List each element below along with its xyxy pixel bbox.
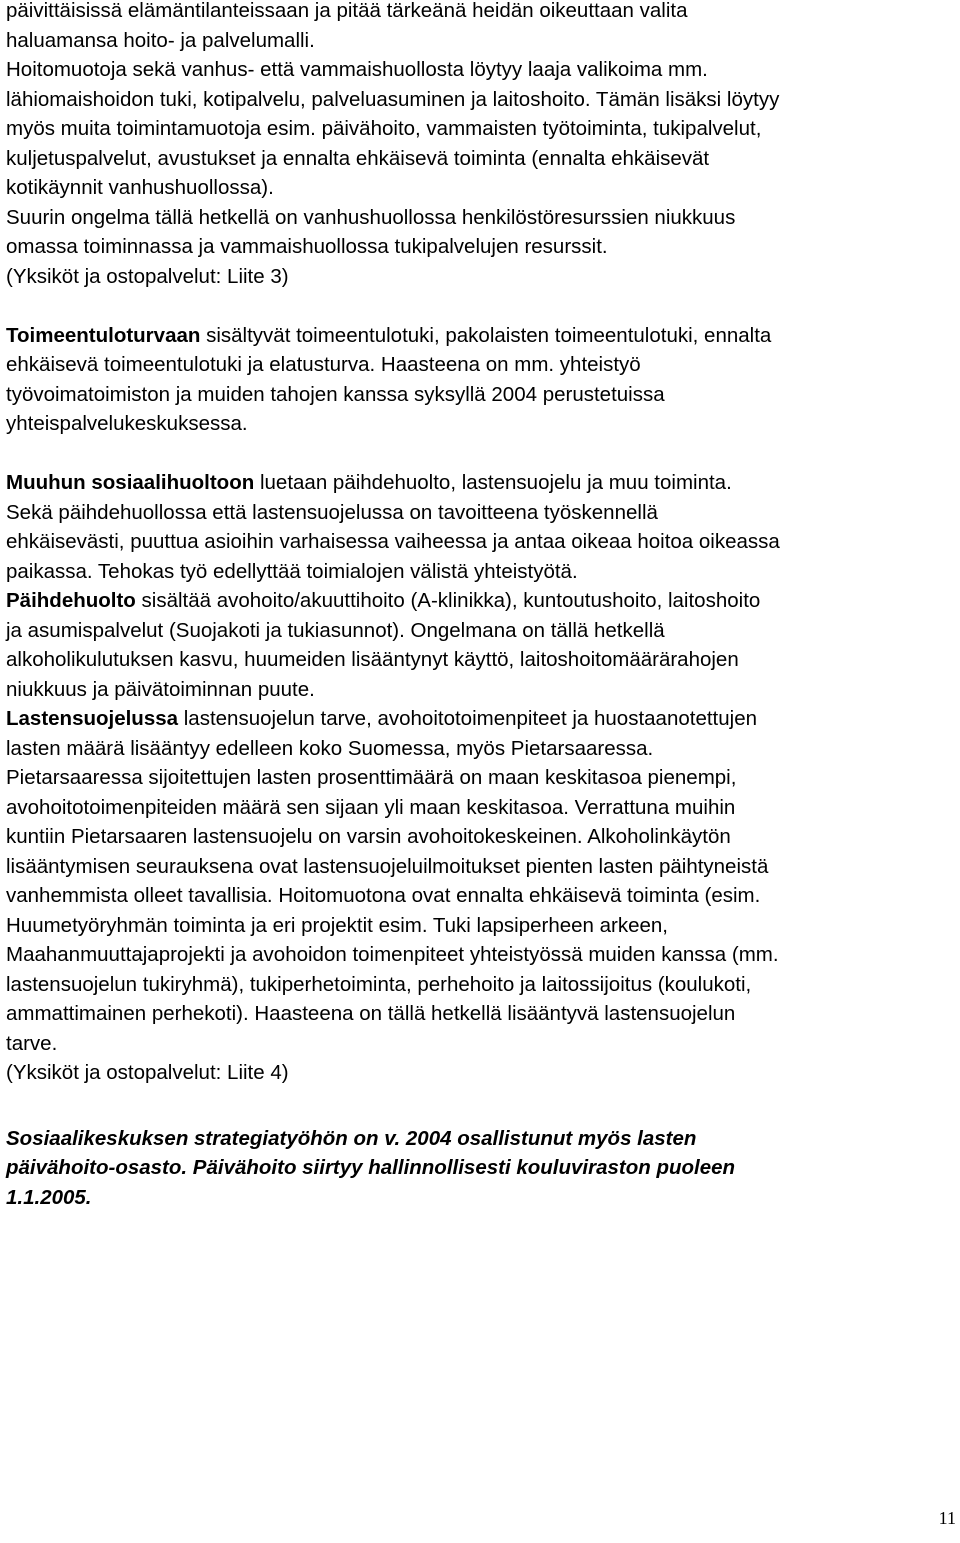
income-support-section — [6, 321, 956, 439]
paragraph-gap — [6, 439, 956, 469]
text-line: omassa toiminnassa ja vammaishuollossa tukipalvelujen resurssit. — [6, 235, 608, 258]
text-line: Huumetyöryhmän toiminta ja eri projektit esim. Tuki lapsiperheen arkeen, — [6, 913, 668, 937]
appendix-reference: (Yksiköt ja ostopalvelut: Liite 3) — [6, 264, 289, 288]
paragraph-gap — [6, 1088, 956, 1124]
text-line: paikassa. Tehokas työ edellyttää toimialojen välistä yhteistyötä. — [6, 559, 578, 583]
text-line: vanhemmista olleet tavallisia. Hoitomuotona ovat ennalta ehkäisevä toiminta (esim. — [6, 884, 761, 907]
text-line: 1.1.2005. — [6, 1185, 92, 1209]
text-line: alkoholikulutuksen kasvu, huumeiden lisääntynyt käyttö, laitoshoitomäärärahojen — [6, 648, 739, 671]
text-line: Pietarsaaressa sijoitettujen lasten prosenttimäärä on maan keskitasoa pienempi, — [6, 766, 737, 789]
text-line — [6, 704, 956, 734]
text-line: myös muita toimintamuotoja esim. päivähoito, vammaisten työtoiminta, tukipalvelut, — [6, 117, 762, 140]
text-line: avohoitotoimenpiteiden määrä sen sijaan yli maan keskitasoa. Verrattuna muihin — [6, 795, 736, 819]
text-line: kotikäynnit vanhushuollossa). — [6, 176, 274, 199]
child-welfare-section — [6, 704, 956, 1088]
text-line: Sekä päihdehuollossa että lastensuojelussa on tavoitteena työskennellä — [6, 500, 658, 524]
text-line: ammattimainen perhekoti). Haasteena on tällä hetkellä lisääntyvä lastensuojelun — [6, 1002, 736, 1025]
document-page — [6, 0, 956, 1212]
text-line: työvoimatoimiston ja muiden tahojen kanssa syksyllä 2004 perustetuissa — [6, 382, 665, 406]
other-social-care-term: Muuhun sosiaalihuoltoon — [6, 471, 255, 494]
text-line: Hoitomuotoja sekä vanhus- että vammaishuollosta löytyy laaja valikoima mm. — [6, 58, 708, 81]
page-number: 11 — [938, 1508, 956, 1528]
text-line: haluamansa hoito- ja palvelumalli. — [6, 28, 315, 52]
text-line — [6, 468, 956, 498]
text-line: niukkuus ja päivätoiminnan puute. — [6, 677, 315, 701]
text-line: tarve. — [6, 1031, 58, 1055]
text-line: ehkäisevästi, puuttua asioihin varhaisessa vaiheessa ja antaa oikeaa hoitoa oikeassa — [6, 530, 780, 553]
text-run: luetaan päihdehuolto, lastensuojelu ja muu toiminta. — [254, 471, 732, 494]
text-line: lisääntymisen seurauksena ovat lastensuojeluilmoitukset pienten lasten päihtyneistä — [6, 854, 769, 878]
income-support-term: Toimeentuloturvaan — [6, 323, 201, 347]
text-run: lastensuojelun tarve, avohoitotoimenpiteet ja huostaanotettujen — [178, 707, 758, 730]
text-line: Suurin ongelma tällä hetkellä on vanhushuollossa henkilöstöresurssien niukkuus — [6, 205, 736, 229]
text-line: ehkäisevä toimeentulotuki ja elatusturva. Haasteena on mm. yhteistyö — [6, 353, 641, 376]
text-line: ja asumispalvelut (Suojakoti ja tukiasunnot). Ongelmana on tällä hetkellä — [6, 618, 665, 642]
text-line: lasten määrä lisääntyy edelleen koko Suomessa, myös Pietarsaaressa. — [6, 736, 654, 760]
appendix-reference: (Yksiköt ja ostopalvelut: Liite 4) — [6, 1061, 289, 1084]
text-line: lastensuojelun tukiryhmä), tukiperhetoiminta, perhehoito ja laitossijoitus (koulukoti, — [6, 972, 752, 996]
substance-abuse-care-section — [6, 586, 956, 704]
text-run: sisältyvät toimeentulotuki, pakolaisten toimeentulotuki, ennalta — [200, 323, 772, 347]
substance-abuse-care-term: Päihdehuolto — [6, 589, 136, 612]
text-line: lähiomaishoidon tuki, kotipalvelu, palveluasuminen ja laitoshoito. Tämän lisäksi löytyy — [6, 87, 780, 111]
text-line: Maahanmuuttajaprojekti ja avohoidon toimenpiteet yhteistyössä muiden kanssa (mm. — [6, 943, 779, 966]
text-line — [6, 586, 956, 616]
strategy-note — [6, 1124, 956, 1213]
text-run: sisältää avohoito/akuuttihoito (A-klinikka), kuntoutushoito, laitoshoito — [135, 589, 761, 612]
other-social-care-section — [6, 468, 956, 586]
text-line — [6, 321, 956, 351]
text-line: päivähoito-osasto. Päivähoito siirtyy hallinnollisesti kouluviraston puoleen — [6, 1156, 736, 1179]
text-line: yhteispalvelukeskuksessa. — [6, 412, 248, 435]
text-line: päivittäisissä elämäntilanteissaan ja pitää tärkeänä heidän oikeuttaan valita — [6, 0, 688, 22]
text-line: kuntiin Pietarsaaren lastensuojelu on varsin avohoitokeskeinen. Alkoholinkäytön — [6, 825, 731, 848]
text-line: kuljetuspalvelut, avustukset ja ennalta ehkäisevä toiminta (ennalta ehkäisevät — [6, 146, 710, 170]
child-welfare-term: Lastensuojelussa — [6, 707, 179, 730]
paragraph-gap — [6, 291, 956, 321]
text-line: Sosiaalikeskuksen strategiatyöhön on v. 2004 osallistunut myös lasten — [6, 1126, 697, 1150]
elderly-disability-care-section — [6, 0, 956, 291]
